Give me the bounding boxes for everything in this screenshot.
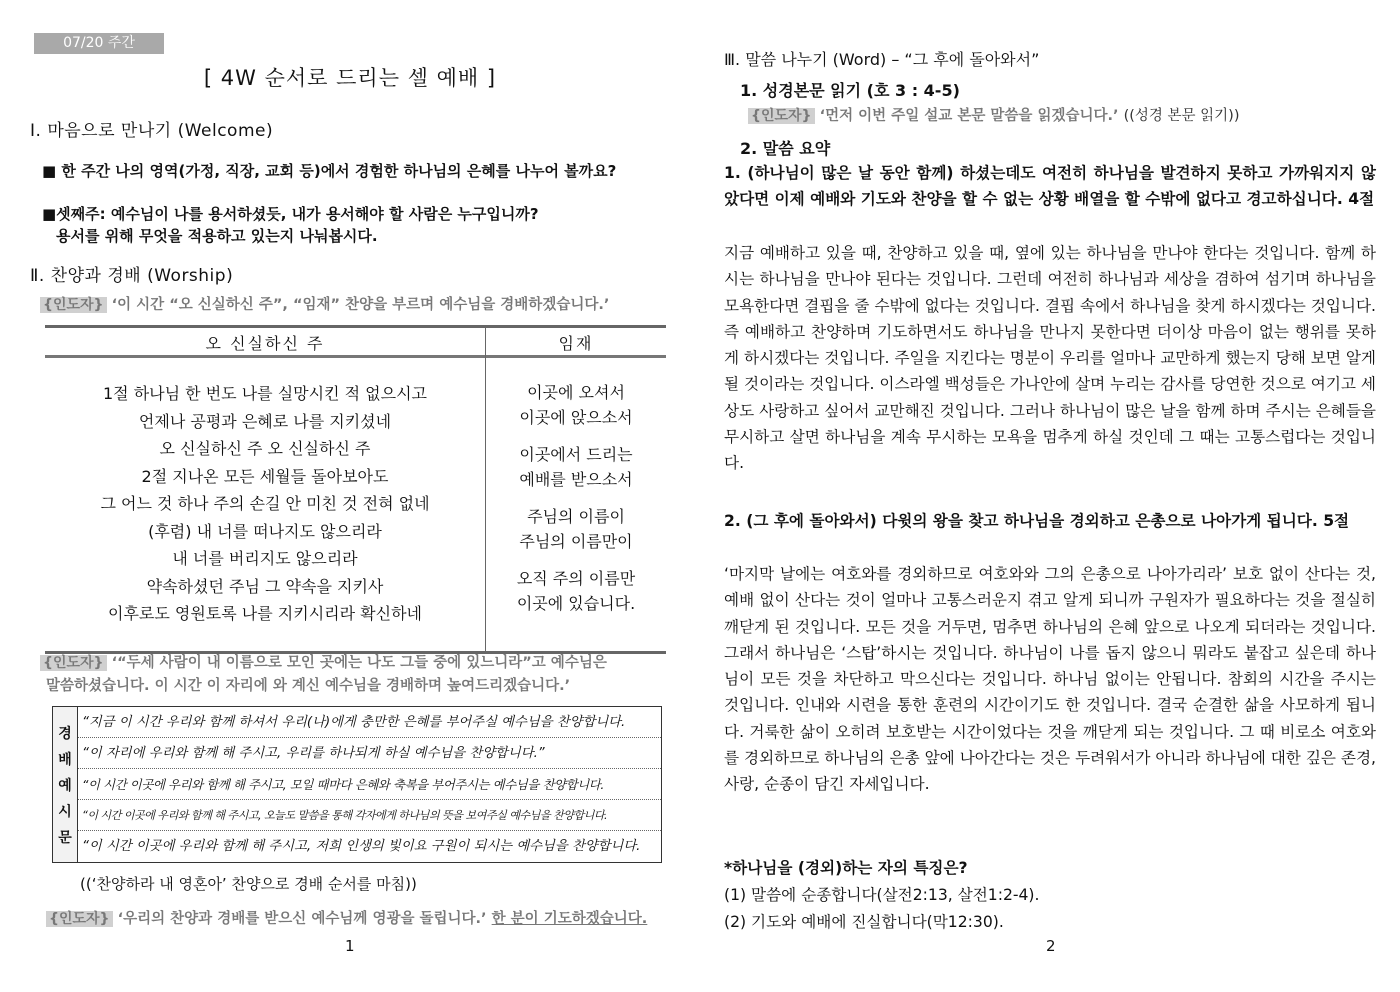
leader-line-p2 — [748, 105, 1239, 128]
lyric-line: 1절 하나님 한 번도 나를 실망시킨 적 없으시고 — [103, 384, 427, 403]
lyric-line: 오직 주의 이름만 — [516, 569, 636, 588]
point-1-body: 지금 예배하고 있을 때, 찬양하고 있을 때, 옆에 있는 하나님을 만나야 한다는 것입니다. 함께 하시는 하나님을 만나야 된다는 것입니다. 그런데 여전히 하나님과 세상을 겸하여 섬기며 하나님을 모욕한다면 결핍을 줄 수밖에 없다는 것입니다. 결핍 속에서 하나님을 찾게 하시겠다는 것입니다. 즉 예배하고 찬양하며 기도하면서도 하나님을 만나지 못한다면 더이상 마음이 없는 행위를 못하게 하시겠다는 것입니다. 주일을 지킨다는 명분이 우리를 얼마나 교만하게 했는지 당해 보면 알게 될 것이라는 것입니다. 이스라엘 백성들은 가나안에 살며 누리는 감사를 당연한 것으로 여기고 세상도 사랑하고 싶어서 교만해진 것입니다. 그러나 하나님이 많은 날을 함께 하며 주시는 은혜들을 무시하고 살면 하나님을 계속 무시하는 모욕을 멈추게 하실 것인데 그 때는 고통스럽다는 것입니다. — [724, 244, 1376, 473]
song-table-header — [45, 328, 666, 358]
leader-tag: {인도자} — [46, 911, 113, 927]
praise-line: “이 시간 이곳에 우리와 함께 해 주시고, 오늘도 말씀을 통해 각자에게 하나님의 뜻을 보여주실 예수님을 찬양합니다. — [78, 800, 661, 831]
page-number: 1 — [345, 937, 355, 955]
lyric-line: 내 너를 버리지도 않으리라 — [172, 549, 358, 568]
song-1-lyrics — [45, 380, 485, 628]
lyric-line: (후렴) 내 너를 떠나지도 않으리라 — [148, 521, 382, 541]
leader-tag: {인도자} — [748, 108, 815, 124]
leader-text-2-line1: ‘“두세 사람이 내 이름으로 모인 곳에는 나도 그들 중에 있느니라”고 예수님은 — [111, 655, 607, 671]
lyric-line: 이후로도 영원토록 나를 지키시리라 확신하네 — [107, 604, 422, 623]
lyric-line: 예배를 받으소서 — [519, 470, 633, 489]
song-table — [45, 325, 666, 654]
leader-note-p2: ((성경 본문 읽기)) — [1123, 108, 1240, 124]
leader-text-1: ‘이 시간 “오 신실하신 주”, “임재” 찬양을 부르며 예수님을 경배하겠습니다.’ — [111, 297, 610, 313]
lyric-line: 이곳에 앉으소서 — [519, 408, 633, 427]
leader-line-1 — [40, 294, 609, 317]
praise-label — [53, 707, 78, 862]
page-number-2: 2 — [1046, 937, 1056, 955]
leader-text-3: ‘우리의 찬양과 경배를 받으신 예수님께 영광을 돌립니다.’ — [117, 911, 487, 927]
point-2-heading: 2. (그 후에 돌아와서) 다윗의 왕을 찾고 하나님을 경외하고 은총으로 나아가게 됩니다. 5절 — [724, 512, 1350, 530]
lyric-line: 2절 지나온 모든 세월들 돌아보아도 — [141, 466, 389, 486]
leader-tag: {인도자} — [40, 297, 107, 313]
lyric-line: 주님의 이름이 — [527, 507, 625, 526]
section3-heading: Ⅲ. 말씀 나누기 (Word) – “그 후에 돌아와서” — [724, 50, 1040, 69]
praise-label-char: 경 — [58, 726, 72, 742]
lyric-line: 오 신실하신 주 오 신실하신 주 — [159, 439, 371, 458]
song-title-1: 오 신실하신 주 — [205, 334, 325, 353]
lyric-line: 주님의 이름만이 — [519, 532, 633, 551]
feature-heading: *하나님을 (경외)하는 자의 특징은? — [724, 859, 968, 877]
leader-block-2 — [40, 652, 680, 698]
item-2-heading: 2. 말씀 요약 — [740, 139, 831, 158]
song-title-2: 임재 — [558, 334, 594, 353]
praise-line: “이 시간 이곳에 우리와 함께 해 주시고, 저희 인생의 빛이요 구원이 되시는 예수님을 찬양합니다. — [82, 839, 641, 854]
lyric-line: 이곳에 있습니다. — [516, 594, 636, 613]
question-2-line1: ■셋째주: 예수님이 나를 용서하셨듯, 내가 용서해야 할 사람은 누구입니까? — [42, 205, 539, 223]
point-2-body: ‘마지막 날에는 여호와를 경외하므로 여호와와 그의 은총으로 나아가리라’ 보호 없이 산다는 것, 예배 없이 산다는 것이 얼마나 고통스러운지 겪고 알게 되니까 구원자가 필요하다는 것을 절실히 깨닫게 된 것입니다. 모든 것을 거두면, 멈추면 하나님의 은혜 앞으로 나오게 되더라는 것입니다. 그래서 하나님은 ‘스탑’하시는 것입니다. 하나님이 나를 돕지 않으니 뭐라도 붙잡고 싶은데 하나님이 모든 것을 차단하고 막으신다는 것입니다. 하나님 없이는 안됩니다. 참회의 시간을 주시는 것입니다. 인내와 시련을 통한 훈련의 시간이기도 한 것입니다. 결국 순결한 삶을 사모하게 됩니다. 거룩한 삶이 오히려 보호받는 시간이었다는 것을 깨닫게 되는 것입니다. 그 때 비로소 여호와를 경외하므로 하나님의 은총 앞에 나아간다는 것은 두려워서가 아니라 하나님에 대한 깊은 존경, 사랑, 순종이 담긴 자세입니다. — [724, 565, 1376, 794]
song-2-lyrics — [486, 380, 666, 616]
praise-label-char: 시 — [58, 804, 72, 820]
feature-1: (1) 말씀에 순종합니다(살전2:13, 살전1:2-4). — [724, 886, 1040, 904]
item-1-heading: 1. 성경본문 읽기 (호 3 : 4-5) — [740, 81, 960, 100]
praise-label-char: 문 — [58, 830, 72, 846]
lyric-line: 이곳에 오셔서 — [527, 383, 625, 402]
section1-heading: Ⅰ. 마음으로 만나기 (Welcome) — [30, 121, 274, 141]
page-title: [ 4W 순서로 드리는 셀 예배 ] — [203, 66, 497, 90]
lyric-line: 언제나 공평과 은혜로 나를 지키셨네 — [138, 411, 392, 431]
leader-tag: {인도자} — [40, 655, 107, 671]
page-left — [0, 0, 680, 992]
question-2-line2: 용서를 위해 무엇을 적용하고 있는지 나눠봅시다. — [56, 227, 378, 245]
week-tag: 07/20 주간 — [34, 33, 164, 54]
praise-line: “지금 이 시간 우리와 함께 하셔서 우리(나)에게 충만한 은혜를 부어주실 예수님을 찬양합니다. — [78, 707, 661, 738]
praise-label-char: 예 — [58, 778, 72, 794]
closing-note: ((‘찬양하라 내 영혼아’ 찬양으로 경배 순서를 마침)) — [80, 875, 417, 893]
praise-line: “이 시간 이곳에 우리와 함께 해 주시고, 모일 때마다 은혜와 축복을 부어주시는 예수님을 찬양합니다. — [78, 769, 661, 800]
leader-text-2-line2: 말씀하셨습니다. 이 시간 이 자리에 와 계신 예수님을 경배하며 높여드리겠습니다.’ — [46, 678, 571, 694]
leader-line-3 — [46, 908, 647, 931]
section2-heading: Ⅱ. 찬양과 경배 (Worship) — [30, 266, 234, 286]
lyric-line: 그 어느 것 하나 주의 손길 안 미친 것 전혀 없네 — [100, 494, 430, 513]
leader-text-p2: ‘먼저 이번 주일 설교 본문 말씀을 읽겠습니다.’ — [819, 108, 1119, 124]
question-1: ■ 한 주간 나의 영역(가정, 직장, 교회 등)에서 경험한 하나님의 은혜를 나누어 볼까요? — [42, 162, 617, 180]
praise-prayer-box — [52, 706, 662, 863]
leader-text-3-underlined: 한 분이 기도하겠습니다. — [491, 911, 648, 927]
feature-2: (2) 기도와 예배에 진실합니다(막12:30). — [724, 913, 1004, 931]
lyric-line: 약속하셨던 주님 그 약속을 지키사 — [146, 576, 384, 596]
praise-label-char: 배 — [58, 752, 72, 768]
point-1-heading: 1. (하나님이 많은 날 동안 함께) 하셨는데도 여전히 하나님을 발견하지 못하고 가까워지지 않았다면 이제 예배와 기도와 찬양을 할 수 없는 상황 배열을 할 수밖에 없다고 경고하십니다. 4절 — [724, 164, 1376, 209]
praise-line: “이 자리에 우리와 함께 해 주시고, 우리를 하나되게 하실 예수님을 찬양합니다.” — [78, 738, 661, 769]
lyric-line: 이곳에서 드리는 — [519, 445, 633, 464]
